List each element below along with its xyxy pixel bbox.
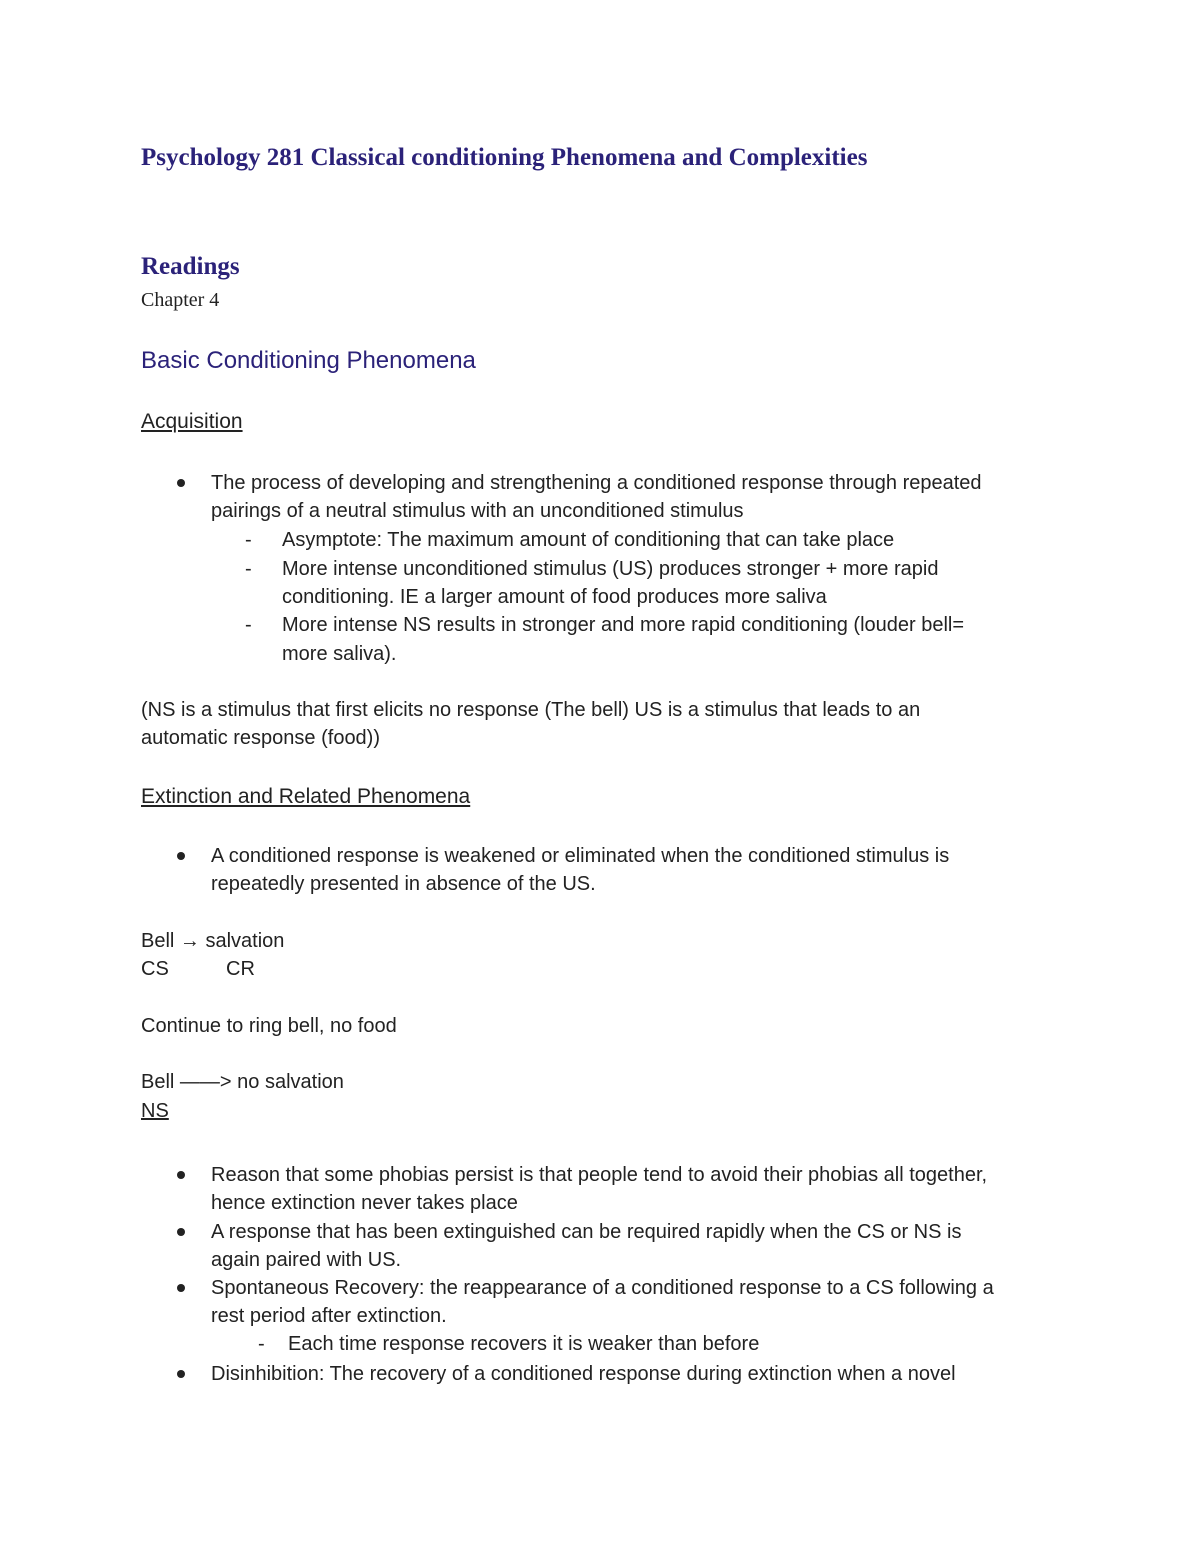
bullet-icon xyxy=(177,1228,185,1236)
extinction-b3-line1: Spontaneous Recovery: the reappearance of a conditioned response to a CS following a xyxy=(211,1277,994,1299)
cs-label: CS xyxy=(141,958,169,980)
acquisition-heading: Acquisition xyxy=(141,410,243,433)
extinction-bullet-line2: repeatedly presented in absence of the US. xyxy=(211,873,596,895)
ns-label: NS xyxy=(141,1100,169,1122)
bullet-icon xyxy=(177,1370,185,1378)
dash-icon: - xyxy=(258,1333,265,1355)
acquisition-note-line2: automatic response (food)) xyxy=(141,727,381,749)
dash-icon: - xyxy=(245,614,252,636)
acquisition-sub1: Asymptote: The maximum amount of conditioning that can take place xyxy=(282,529,895,551)
bullet-icon xyxy=(177,852,185,860)
extinction-b3-sub: Each time response recovers it is weaker than before xyxy=(288,1333,760,1355)
bell-salvation-line: Bell → salvation xyxy=(141,930,285,952)
dash-icon: - xyxy=(245,558,252,580)
dash-icon: - xyxy=(245,529,252,551)
bullet-icon xyxy=(177,1284,185,1292)
acquisition-note-line1: (NS is a stimulus that first elicits no response (The bell) US is a stimulus that leads to an xyxy=(141,699,921,721)
acquisition-bullet-line1: The process of developing and strengthening a conditioned response through repeated xyxy=(211,472,982,494)
extinction-b2-line1: A response that has been extinguished can be required rapidly when the CS or NS is xyxy=(211,1221,962,1243)
bullet-icon xyxy=(177,1171,185,1179)
extinction-b4-line1: Disinhibition: The recovery of a conditioned response during extinction when a novel xyxy=(211,1363,956,1385)
extinction-heading: Extinction and Related Phenomena xyxy=(141,785,471,808)
acquisition-sub2-line2: conditioning. IE a larger amount of food produces more saliva xyxy=(282,586,827,608)
acquisition-sub3-line2: more saliva). xyxy=(282,643,397,665)
page-title: Psychology 281 Classical conditioning Phenomena and Complexities xyxy=(141,144,868,171)
acquisition-bullet-line2: pairings of a neutral stimulus with an unconditioned stimulus xyxy=(211,500,744,522)
extinction-b2-line2: again paired with US. xyxy=(211,1249,402,1271)
extinction-b1-line1: Reason that some phobias persist is that people tend to avoid their phobias all together, xyxy=(211,1164,988,1186)
extinction-bullet-line1: A conditioned response is weakened or eliminated when the conditioned stimulus is xyxy=(211,845,950,867)
cr-label: CR xyxy=(226,958,255,980)
extinction-b3-line2: rest period after extinction. xyxy=(211,1305,447,1327)
acquisition-sub2-line1: More intense unconditioned stimulus (US) produces stronger + more rapid xyxy=(282,558,939,580)
readings-chapter: Chapter 4 xyxy=(141,289,220,311)
acquisition-sub3-line1: More intense NS results in stronger and more rapid conditioning (louder bell= xyxy=(282,614,965,636)
basic-phenomena-heading: Basic Conditioning Phenomena xyxy=(141,347,476,374)
bell-no-salvation-line: Bell ——> no salvation xyxy=(141,1071,344,1093)
extinction-b1-line2: hence extinction never takes place xyxy=(211,1192,518,1214)
readings-heading: Readings xyxy=(141,253,240,280)
bullet-icon xyxy=(177,479,185,487)
continue-line: Continue to ring bell, no food xyxy=(141,1015,397,1037)
